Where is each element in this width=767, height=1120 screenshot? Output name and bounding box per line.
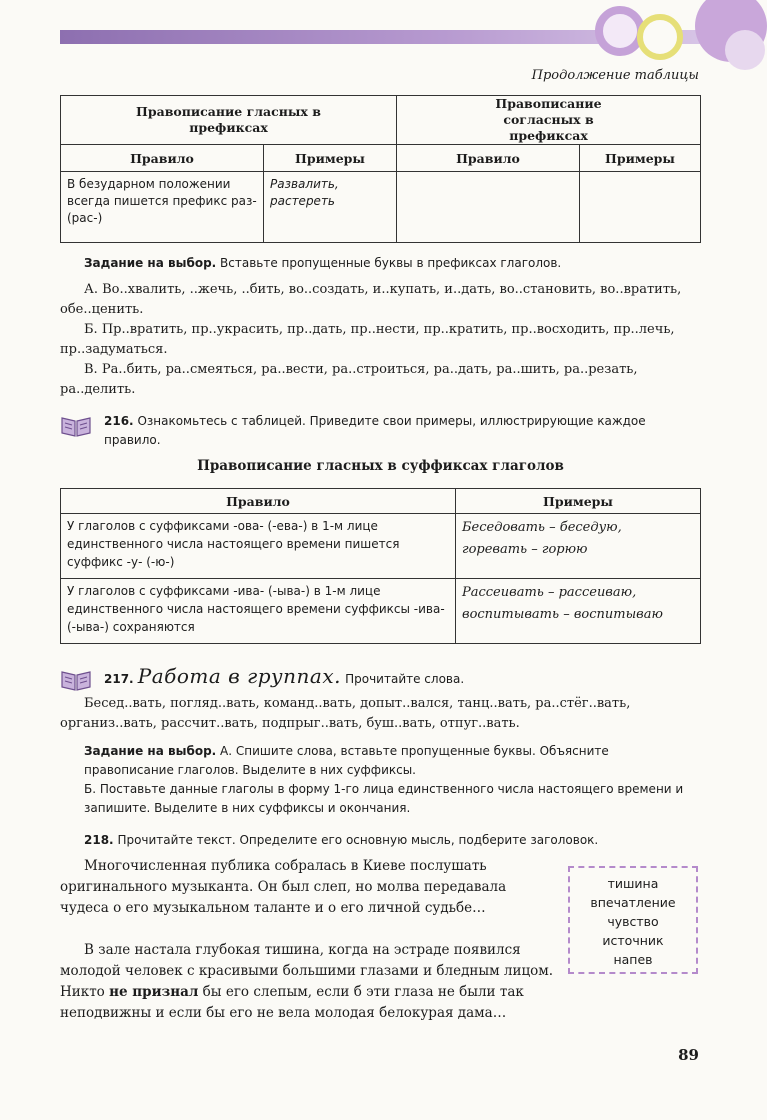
exercise-v: В. Ра..бить, ра..смеяться, ра..вести, ра..строиться, ра..дать, ра..шить, ра..резать, ра..делить.	[60, 362, 638, 397]
prefix-table	[60, 95, 701, 243]
paragraph	[60, 940, 556, 1024]
subheader-examples: Примеры	[264, 145, 397, 172]
header-examples: Примеры	[456, 489, 701, 514]
table2-title: Правописание гласных в суффиксах глаголов	[197, 458, 564, 474]
word-box-item: источник	[602, 933, 664, 948]
exercise-text: Прочитайте слова.	[345, 672, 465, 686]
example: растереть	[270, 194, 336, 208]
exercise-text: Ознакомьтесь с таблицей. Приведите свои примеры, иллюстрирующие каждое правило.	[104, 414, 646, 447]
empty-cell	[397, 172, 580, 243]
exercise-a: А. Во..хвалить, ..жечь, ..бить, во..создать, и..купать, и..дать, во..становить, во..вратить, обе..ценить.	[60, 282, 682, 317]
table-row	[61, 579, 701, 644]
decorative-circles	[575, 0, 767, 62]
task-choice-line	[84, 253, 704, 273]
word-box-item: тишина	[607, 876, 659, 891]
rule-cell: У глаголов с суффиксами -ива- (-ыва-) в 1-м лице единственного числа настоящего времени суффиксы -ива- (-ыва-) сохраняются	[61, 579, 456, 644]
task-text: А. Спишите слова, вставьте пропущенные буквы. Объясните правописание глаголов. Выделите в них суффиксы.	[84, 744, 609, 777]
task-lead: Задание на выбор.	[84, 256, 217, 270]
circle-decoration	[637, 14, 683, 60]
suffix-table	[60, 488, 701, 644]
bold-text: не признал	[109, 984, 199, 1000]
example: Беседовать – беседую,	[462, 520, 622, 535]
examples-cell	[456, 579, 701, 644]
text-part: В зале настала глубокая тишина, когда на эстраде появился молодой человек с красивыми большими глазами и бледным лицом. Никто	[60, 942, 554, 1000]
empty-cell	[580, 172, 701, 243]
paragraph: Многочисленная публика собралась в Киеве послушать оригинального музыканта. Он был слеп, но молва передавала чудеса о его музыкальном таланте и о его личной судьбе…	[60, 858, 507, 916]
task-choice-b: Б. Поставьте данные глаголы в форму 1-го лица единственного числа настоящего времени и запишите. Выделите в них суффиксы и окончания.	[84, 782, 684, 815]
table-continuation-note: Продолжение таблицы	[531, 68, 699, 83]
circle-decoration	[725, 30, 765, 70]
subheader-rule: Правило	[397, 145, 580, 172]
subheader-rule: Правило	[61, 145, 264, 172]
header-rule: Правило	[61, 489, 456, 514]
exercise-number: 217.	[104, 672, 134, 686]
exercise-218	[84, 830, 702, 850]
book-icon	[60, 668, 92, 692]
subheader-examples: Примеры	[580, 145, 701, 172]
example: Развалить,	[270, 177, 339, 191]
word-box-item: чувство	[607, 914, 659, 929]
example: Рассеивать – рассеиваю,	[462, 585, 637, 600]
examples-cell	[264, 172, 397, 243]
example: горевать – горюю	[462, 542, 588, 557]
task-choice-a	[84, 742, 702, 780]
word-list: Бесед..вать, погляд..вать, команд..вать, допыт..вался, танц..вать, ра..стёг..вать, организ..вать, рассчит..вать, подпрыг..вать, буш..вать, отпуг..вать.	[60, 696, 631, 731]
text-part: бы его слепым, если б эти глаза не были так неподвижны и если бы его не вела молодая белокурая дама…	[60, 984, 524, 1021]
exercise-text: Прочитайте текст. Определите его основную мысль, подберите заголовок.	[117, 833, 599, 847]
rule-cell: У глаголов с суффиксами -ова- (-ева-) в 1-м лице единственного числа настоящего времени пишется суффикс -у- (-ю-)	[61, 514, 456, 579]
exercise-number: 216.	[104, 414, 134, 428]
word-box	[568, 866, 698, 974]
exercise-217	[104, 664, 704, 692]
exercise-b: Б. Пр..вратить, пр..украсить, пр..дать, пр..нести, пр..кратить, пр..восходить, пр..лечь, пр..задуматься.	[60, 322, 675, 357]
word-box-item: напев	[613, 952, 653, 967]
examples-cell	[456, 514, 701, 579]
page-number: 89	[678, 1046, 699, 1064]
example: воспитывать – воспитываю	[462, 607, 663, 622]
task-text: Вставьте пропущенные буквы в префиксах глаголов.	[220, 256, 562, 270]
exercise-number: 218.	[84, 833, 114, 847]
book-icon	[60, 414, 92, 438]
rule-cell: В безударном положении всегда пишется префикс раз- (рас-)	[61, 172, 264, 243]
exercise-216	[104, 412, 704, 450]
word-box-item: впечатление	[590, 895, 676, 910]
header-vowels: Правописание гласных в префиксах	[61, 96, 397, 145]
group-work-title: Работа в группах.	[137, 664, 341, 688]
table-row	[61, 514, 701, 579]
header-consonants: Правописание согласных в префиксах	[397, 96, 701, 145]
task-lead: Задание на выбор.	[84, 744, 217, 758]
